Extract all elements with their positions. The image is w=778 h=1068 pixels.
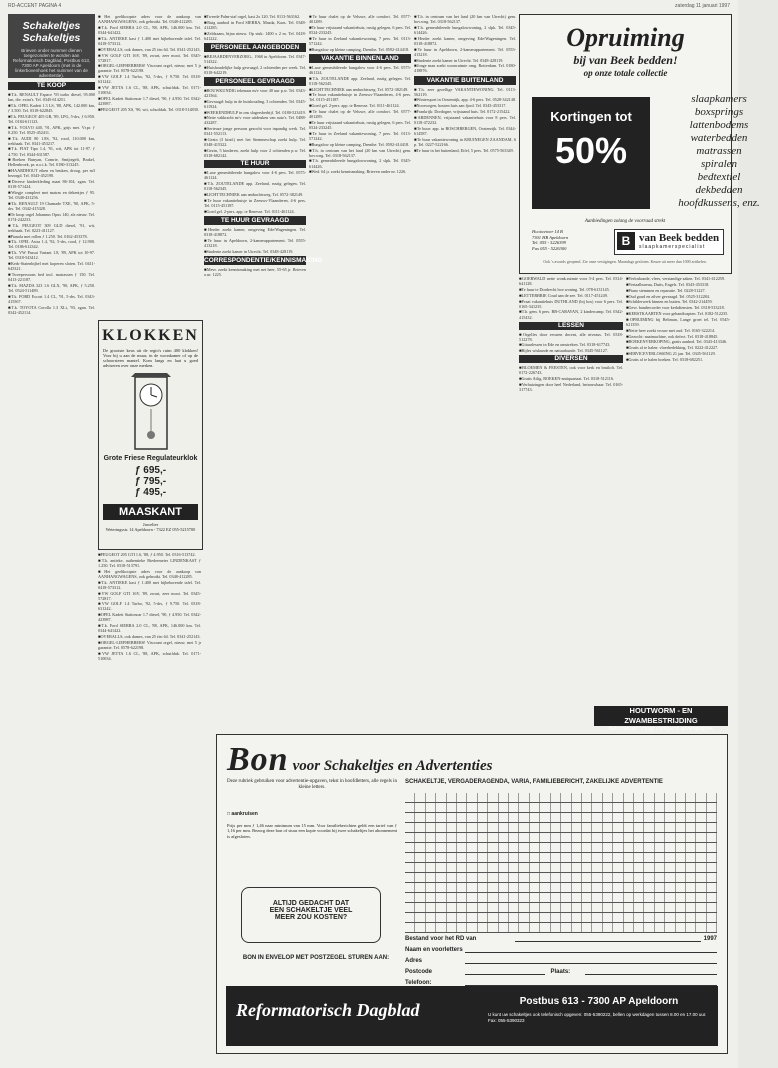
classified-ad: ■ Boeken Bunyan, Comrie, Smijtegelt, Brakel, Hellenbroek, pr. n.o.t.k. Tel. 0180-313245.	[8, 157, 95, 167]
bon-grid-row[interactable]	[405, 833, 717, 843]
bon-badge-line-1: ALTIJD GEDACHT DAT	[272, 900, 350, 907]
bon-grid-row[interactable]	[405, 893, 717, 903]
bon-grid-row[interactable]	[405, 903, 717, 913]
classified-ad: ■ T.k. antieke, authentieke Biedermeier LINDENKAST ƒ 1.250. Tel. 0318-513791.	[98, 558, 201, 568]
classified-ad: ■ GOERWALD nette wonk.ruimte voor 3-4 pers. Tel. 0314-641128.	[519, 276, 623, 286]
classified-ad: ■ Goed gel. 2-pers. app. te Renesse. Tel. 0111-461124.	[204, 209, 306, 214]
classified-ad: ■ LICHTTECHNIEK aan ambachtsweg. Tel. 0572-382149.	[309, 87, 411, 92]
bon-envelope-note: BON IN ENVELOP MET POSTZEGEL STUREN AAN:	[242, 955, 390, 961]
classified-ad: ■ Te huur vakantiehuisje in Zeeuws-Vlaanderen, 4-6 pers. Tel. 0115-451187.	[204, 198, 306, 208]
classified-ad: ■ Luxe gemeubileerde bungalow voor 4-6 pers. Tel. 0575-461124.	[204, 170, 306, 180]
classified-ad: ■ Kerk-Statenbijbel met koperen sloten. Tel. 0411-645321.	[8, 261, 95, 271]
houtworm-line-1: HOUTWORM - EN ZWAMBESTRIJDING	[624, 706, 698, 725]
classified-ad: ■ T.h. ZOUTELANDE app. Zeeland, rustig gelegen. Tel. 0118-562345.	[309, 76, 411, 86]
classified-ad: ■ Herder zoekt kamer, omgeving Ede/Wageningen. Tel. 0318-418872.	[204, 227, 306, 237]
classified-ad: ■ ORGEL-LIEFHEBBERS! Viscount orgel, nieuw, met 5 jr garantie. Tel. 0578-622198.	[98, 640, 201, 650]
column-5	[414, 14, 516, 732]
classified-ad: ■ Schilderwerk binnen en buiten. Tel. 0342-214459.	[626, 299, 730, 304]
section-te-koop: TE KOOP	[8, 82, 95, 90]
bon-categories: SCHAKELTJE, VERGADERAGENDA, VARIA, FAMILIEBERICHT, ZAKELIJKE ADVERTENTIE	[405, 779, 663, 785]
section-correspondentie: CORRESPONDENTIE/KENNISMAKING	[204, 256, 323, 264]
rd-address: Postbus 613 - 7300 AP Apeldoorn	[519, 996, 679, 1007]
classified-ad: ■ Te huur te Dordrecht bov.woning. Tel. 078-6131145.	[519, 287, 623, 292]
classified-ad: ■ BOUWKUNDIG tekenaar m/v voor 40 uur p.w. Tel. 0343-421564.	[204, 88, 306, 98]
classified-ad: ■ ORGEL-LIEFHEBBERS! Viscount orgel, nieuw, met 5 jr garantie. Tel. 0578-622198.	[98, 63, 201, 73]
classified-ad: ■ Gezocht: naaimachine, ook defect. Tel. 0318-418845.	[626, 334, 730, 339]
van-beek-logo	[614, 229, 724, 255]
classified-ad: ■ Frankrijk: Dordogne, vrijstaand huis. Tel. 0172-215422.	[414, 109, 516, 114]
bon-field-telefoon-line[interactable]	[465, 978, 717, 986]
bon-field-adres[interactable]	[405, 956, 717, 964]
section-te-huur-gevraagd: TE HUUR GEVRAAGD	[204, 216, 306, 225]
maaskant-sub: Juwelier	[142, 522, 159, 527]
bon-field-rd-label: Bestand voor het RD van	[405, 936, 477, 942]
section-personeel-aangeboden: PERSONEEL AANGEBODEN	[204, 43, 306, 52]
classified-ad: ■ Piano stemmen en reparatie. Tel. 0228-51227.	[626, 288, 730, 293]
bon-grid-row[interactable]	[405, 813, 717, 823]
classified-ad: ■ Goed gel. 2-pers. app. te Renesse. Tel. 0111-461124.	[309, 103, 411, 108]
product-item: dekbedden	[695, 184, 743, 196]
classified-ad: ■ T.k. MAZDA 323 1.6 GLX, '90, APK, ƒ 5.250. Tel. 0524-511489.	[8, 283, 95, 293]
bon-field-year: 1997	[703, 936, 717, 942]
classified-ad: ■ T.k. ANTIEKE kast ƒ 1.400 met bijbehorende tafel. Tel. 0418-573312.	[98, 580, 201, 590]
bon-grid-row[interactable]	[405, 803, 717, 813]
classified-ad: ■ Te huur: app. in BOSCHBERGEN, Oostenrijk. Tel. 0344-614587.	[414, 126, 516, 136]
column-7	[626, 276, 730, 704]
column-4	[309, 14, 411, 732]
product-item: matrassen	[696, 145, 742, 157]
page-header	[0, 0, 738, 12]
classified-ad: ■ Te koop orgel Johannus Opus 140, als nieuw. Tel. 0174-242233.	[8, 212, 95, 222]
bon-field-telefoon-label: Telefoon:	[405, 980, 432, 986]
classified-ad: ■ Het geeltkoopste adres voor de aankoop van AANHANGWAGENS, ook gebruikt. Tel. 0348-412285.	[98, 14, 201, 24]
classified-ad: ■ LICHTTECHNIEK aan ambachtsweg. Tel. 0572-382149.	[204, 192, 306, 197]
classified-ad: ■ Te huur vrijstaand vakantiehuis, rustig gelegen, 6 pers. Tel. 0524-233245.	[309, 25, 411, 35]
page-header-left: RD-ACCENT PAGINA 4	[8, 3, 62, 9]
classified-ad: ■ Verloskunde, vlees, verstandige zaken. Tel. 0341-412259.	[626, 276, 730, 281]
classified-ad: ■ OPRUIMING bij Beltman, Lange groet tel. Tel. 0545-621359.	[626, 317, 730, 327]
classified-ad: ■ Tweepersoons bed incl. matrassen ƒ 150. Tel. 0413-221187.	[8, 272, 95, 282]
classified-ad: ■ HAARDHOUT eiken en beuken, droog, per m3 bezorgd. Tel. 0343-452190.	[8, 168, 95, 178]
van-beek-brand: van Beek bedden	[639, 232, 720, 244]
product-item: slaapkamers	[691, 93, 747, 105]
classified-ad: ■ Huishoudelijke hulp gevraagd, 2 ochtenden per week. Tel. 0318-642219.	[204, 65, 306, 75]
van-beek-brand-sub: slaapkamerspecialist	[639, 244, 706, 250]
masthead-title: Schakeltjes Schakeltjes	[22, 20, 81, 44]
classified-ad: ■ T.h. ZOUTELANDE app. Zeeland, rustig gelegen. Tel. 0118-562345.	[204, 181, 306, 191]
classified-ad: ■ Te huur in Apeldoorn, 2-kamerappartement. Tel. 0555-413218.	[204, 238, 306, 248]
rd-brand: Reformatorisch Dagblad	[236, 1000, 420, 1020]
column-2-bottom	[98, 552, 201, 1060]
bon-field-adres-line[interactable]	[465, 956, 717, 964]
classified-ad: ■ Zeldzaam, bijna nieuw. Op stuk: 1400 x 2 m. Tel. 0418-641222.	[204, 31, 306, 41]
section-te-huur: TE HUUR	[204, 160, 306, 168]
classified-ad: ■ VW GOLF GTI 16V, '89, zwart, zeer mooi. Tel. 0345-572817.	[98, 591, 201, 601]
klokken-price-2: ƒ 795,-	[134, 476, 167, 487]
opruiming-footer: Ook 's avonds geopend. Zie onze vestigingen. Maandags gesloten. Keuze uit meer dan 1000 artikelen.	[543, 259, 707, 264]
column-1	[8, 80, 95, 1060]
product-item: lattenbodems	[689, 119, 749, 131]
section-personeel-gevraagd: PERSONEEL GEVRAAGD	[204, 77, 306, 86]
column-6	[519, 276, 623, 718]
discount-label: Kortingen tot	[550, 109, 632, 124]
klokken-title: KLOKKEN	[102, 327, 199, 344]
classified-ad: ■ Te huur vakantiewoning in KRUINEGEN ZAANDAM, 6 p. Tel. 0227-522166.	[414, 137, 516, 147]
classified-ad: ■ OPEL Kadett Stationcar 1.7 diesel, '90, ƒ 4.950. Tel. 0342-423987.	[98, 612, 201, 622]
classified-ad: ■ T.h. zeer gezellige VAKANTIEWONING. Tel. 0113-562119.	[414, 87, 516, 97]
classified-ad: ■ T.h. in centrum van het land (20 km van Utrecht) gem. bov.wng. Tel. 0318-562137.	[309, 148, 411, 158]
classified-ad: ■ VW GOLF 1.4 Turbo, '92, 5-drs, ƒ 9.750. Tel. 0318-631242.	[98, 74, 201, 84]
classified-ad: ■ ARDENNEN, vrijstaand vakantiehuis voor 8 pers. Tel. 0118-472232.	[414, 115, 516, 125]
classified-ad: ■ OVERALLS, ook dames, van 25 t/m 64. Tel. 0341-252143.	[98, 634, 201, 639]
classified-ad: ■ T.k. TOYOTA Corolla 1.3 XLi, '93, zgan. Tel. 0342-452114.	[8, 305, 95, 315]
classified-ad: ■ Mevr. zoekt kennismaking met net heer, 55-65 jr. Brieven o.nr. 1225.	[204, 267, 306, 277]
classified-ad: ■ Noorwegen, houten huis aan fjord. Tel. 0343-453317.	[414, 103, 516, 108]
opruiming-subtitle: bij van Beek bedden!	[573, 53, 678, 67]
classified-ad: ■ T.k. Ford SIERRA 2.0 CL, '88, APK, 146.000 km. Tel. 0344-641422.	[98, 25, 201, 35]
classified-ad: ■ Serieuze jonge persoon gezocht voor inpandig werk. Tel. 0341-552113.	[204, 126, 306, 136]
classified-ad: ■ OPEL Kadett Stationcar 1.7 diesel, '90, ƒ 4.950. Tel. 0342-423987.	[98, 96, 201, 106]
column-2	[98, 14, 201, 318]
classified-ad: ■ WEEKENDHULP in ons slagersbedrijf. Tel. 0180-523419.	[204, 110, 306, 115]
opruiming-title: Opruiming	[566, 23, 685, 52]
bon-grid-row[interactable]	[405, 853, 717, 863]
classified-ad: ■ Studente zoekt kamer in Utrecht. Tel. 0348-428119.	[414, 58, 516, 63]
classified-ad: ■ Fraai vakantiehuis DUTHLAND (bij hos) voor 6 pers. Tel. 0165-341235.	[519, 299, 623, 309]
classified-ad: ■ Nette heer zoekt vrouw met oud. Tel. 0165-322214.	[626, 328, 730, 333]
bon-grid-row[interactable]	[405, 883, 717, 893]
classified-ad: ■ T.k. PEUGEOT 309 GLD diesel, '91, wit, trekhaak. Tel. 0223-411127.	[8, 223, 95, 233]
classified-ad: ■ Oud goud en zilver gevraagd. Tel. 0525-312284.	[626, 294, 730, 299]
classified-ad: ■ Te huur chalet op de Veluwe, alle comfort. Tel. 0577-401289.	[309, 109, 411, 119]
houtworm-banner	[594, 706, 728, 732]
klokken-price-1: ƒ 695,-	[134, 465, 167, 476]
classified-ad: ■ T.k. RENAULT Espace '93 turbo diesel, 95.000 km, div. extra's. Tel. 0345-614251.	[8, 92, 95, 102]
classified-ad: ■ Ruig aanbod in Ford SIERRA, Mazda, Kaas. Tel. 0348-412285.	[204, 20, 306, 30]
classified-ad: ■ Bungalow op kleine camping, Drenthe. Tel. 0592-414418.	[309, 142, 411, 147]
opruiming-advertisement	[519, 14, 760, 274]
classified-ad: ■ Orgelles door ervaren docent, alle niveaus. Tel. 0318-512278.	[519, 332, 623, 342]
classified-ad: ■ LETTERBRIE Coud aan de zee. Tel. 0117-451249.	[519, 293, 623, 298]
bon-grid-row[interactable]	[405, 823, 717, 833]
bon-field-plaats-line[interactable]	[585, 967, 718, 975]
classified-ad: ■ Te huur in het buitenland, Eifel, 5 pers. Tel. 0575-563349.	[414, 148, 516, 153]
product-item: bedtextiel	[697, 171, 741, 183]
classified-ad: ■ Wed. 64 jr. zoekt kennismaking. Brieven onder nr. 1226.	[309, 169, 411, 174]
classified-ad: ■ Te huur in Zeeland vakantiewoning, 7 pers. Tel. 0113-571242.	[309, 131, 411, 141]
classified-ad: ■ Studente zoekt kamer in Utrecht. Tel. 0348-428119.	[204, 249, 306, 254]
klokken-text: De grootste keus uit de regio's ruim 400 klokken! Voor bij u aan de muur, in de woonkamer of op de schoorsteen mantel. Kom langs en laat u goed adviseren over onze merken.	[103, 348, 198, 368]
classified-ad: ■ VW JETTA 1.6 CL, '88, APK, schuifdak. Tel. 0171-510034.	[98, 85, 201, 95]
classified-ad: ■ KERSTKAARTEN voor gehandicapten. Tel. 0182-512235.	[626, 311, 730, 316]
classified-ad: ■ VW JETTA 1.6 CL, '88, APK, schuifdak. Tel. 0171-510034.	[98, 651, 201, 661]
classified-ad: ■ Gratis Atlig, BOEKEN-antiquariaat. Tel. 0318-512116.	[519, 376, 623, 381]
bon-grid-row[interactable]	[405, 843, 717, 853]
classified-ad: ■ Tweede Palm-staf orgel, kast 2x 120. Tel. 0113-563162.	[204, 14, 306, 19]
classified-ad: ■ T.k. OPEL Kadett 1.3 LS, '88, APK, 142.000 km, ƒ 3.500. Tel. 0318-622845.	[8, 103, 95, 113]
bon-badge	[241, 887, 381, 943]
classified-ad: ■ Bijles wiskunde en natuurkunde. Tel. 0345-561127.	[519, 348, 623, 353]
classified-ad: ■ Gezin (3 kind.) met het Stemmeschap zoekt hulp. Tel. 0348-415322.	[204, 137, 306, 147]
rd-footer-sub: U kunt uw schakeltjes ook telefonisch opgeven: 055-5390222, bellen op werkdagen tussen 8.00 en 17.00 uur. Fax: 055-5390323	[488, 1012, 707, 1023]
classified-ad: ■ Jonge man zoekt woonruimte omg. Rotterdam. Tel. 0180-418876.	[414, 63, 516, 73]
bon-form	[405, 931, 717, 989]
classified-ad: ■ Te huur in Apeldoorn, 2-kamerappartement. Tel. 0555-413218.	[414, 47, 516, 57]
classified-ad: ■ Pianola met rollen ƒ 1.250. Tel. 0162-453378.	[8, 234, 95, 239]
classified-ad: ■ OVERALLS, ook dames, van 25 t/m 64. Tel. 0341-252143.	[98, 47, 201, 52]
product-list	[660, 93, 778, 210]
classified-ad: ■ VW GOLF 1.4 Turbo, '92, 5-drs, ƒ 9.750. Tel. 0318-631242.	[98, 601, 201, 611]
bon-grid	[405, 793, 717, 933]
classified-ad: ■ Luxe gemeubileerde bungalow voor 4-6 pers. Tel. 0575-461124.	[309, 65, 411, 75]
classified-ad: ■ Gratis af te halen: vloerbedekking. Tel. 0222-412227.	[626, 345, 730, 350]
houtworm-line-2: Betrouwbaar! Vraagt vrijblijvend adviesgesprek	[608, 726, 714, 732]
opruiming-address: Hooiweiner 14 B 7301 HB Apeldoorn Tel. 055 - 5226399 Fax 055 - 5226300	[532, 229, 569, 251]
bon-field-naam-line[interactable]	[465, 945, 717, 953]
rd-footer	[226, 986, 718, 1046]
bon-field-postcode-label: Postcode	[405, 969, 433, 975]
classified-ad: ■ Gitaarlessen in Ede en omstreken. Tel. 0318-617743.	[519, 342, 623, 347]
bon-field-plaats-label: Plaats:	[550, 969, 571, 975]
classified-ad: ■ PEUGEOT 205 GTI 1.6, '88, ƒ 4.950. Tel. 0316-513742.	[98, 552, 201, 557]
bon-badge-line-3: MEER ZOU KOSTEN?	[274, 914, 348, 921]
bon-intro: Deze rubriek gebruiken voor advertentie-opgaven, tekst in hoofdletters, alle regels in kleine letters.	[227, 779, 397, 790]
section-vakantie-buitenland: VAKANTIE BUITENLAND	[414, 76, 516, 85]
page-header-right: zaterdag 11 januari 1997	[675, 3, 730, 9]
van-beek-mark-icon: B	[617, 232, 635, 250]
classified-ad: ■ Gevraagd: hulp in de huishouding, 3 ochtenden. Tel. 0345-611924.	[204, 99, 306, 109]
bon-field-adres-label: Adres	[405, 958, 423, 964]
classified-ad: ■ Te huur vrijstaand vakantiehuis, rustig gelegen, 6 pers. Tel. 0524-233245.	[309, 120, 411, 130]
classified-ad: ■ T.h. in centrum van het land (20 km van Utrecht) gem. bov.wng. Tel. 0318-562137.	[414, 14, 516, 24]
classified-ad: ■ T.h. gem. 6 pers. RB-CARAVAN, 2 kindercamp. Tel. 0342-415432.	[519, 309, 623, 319]
bon-grid-row[interactable]	[405, 793, 717, 803]
product-item: hoofdkussens, enz.	[678, 197, 760, 209]
classified-ad: ■ Verhuizingen door heel Nederland, betrouwbaar. Tel. 0165-317743.	[519, 382, 623, 392]
bon-field-postcode[interactable]	[405, 967, 717, 975]
classified-ad: ■ SERVICEVERLOSSING 21 jan. Tel. 0345-561129.	[626, 351, 730, 356]
bon-title-line: voor Schakeltjes en Advertenties	[292, 758, 493, 774]
classified-ad: ■ BLOEMEN & FEESTEN, ook voor kerk en bruiloft. Tel. 0172-226743.	[519, 365, 623, 375]
classified-ad: ■ Gevr. bandrecorder voor kerkdiensten. Tel. 0318-533218.	[626, 305, 730, 310]
classified-ad: ■ T.k. FORD Escort 1.4 CL, '91, 5-drs. Tel. 0343-415567.	[8, 294, 95, 304]
bon-field-rd[interactable]	[405, 934, 717, 942]
classified-ad: ■ Bungalow op kleine camping, Drenthe. Tel. 0592-414418.	[309, 47, 411, 52]
classified-ad: ■ Wintersport in Oostenrijk, app. 4-6 pers. Tel. 0528-342148.	[414, 97, 516, 102]
bon-grid-row[interactable]	[405, 863, 717, 873]
maaskant-address: Weteringsstr. 14 Apeldoorn - 7322 EZ 055-5215700	[105, 527, 196, 532]
bon-check-label: □ aankruisen	[227, 811, 258, 817]
section-diversen: DIVERSEN	[519, 355, 623, 363]
classified-ad: ■ T.k. VOLVO 440, '91, APK, grijs met. Vr.pr. ƒ 8.250. Tel. 0525-452411.	[8, 125, 95, 135]
bon-grid-row[interactable]	[405, 873, 717, 883]
classified-ad: ■ Gratis af te halen boeken. Tel. 0318-682251.	[626, 357, 730, 362]
classified-ad: ■ Te huur vakantiehuisje in Zeeuws-Vlaanderen, 4-6 pers. Tel. 0115-451187.	[309, 92, 411, 102]
classified-ad: ■ T.h. gemeubileerde bungalowwoning, 2 slpk. Tel. 0345-614426.	[414, 25, 516, 35]
classified-ad: ■ PEUGEOT 205 XS, '90, wit, schuifdak. Tel. 0318-514830.	[98, 107, 201, 112]
classified-ad: ■ Het geeltkoopste adres voor de aankoop van AANHANGWAGENS, ook gebruikt. Tel. 0348-412285.	[98, 569, 201, 579]
product-item: spiralen	[700, 158, 738, 170]
classified-ad: ■ T.k. FIAT Tipo 1.4, '91, wit, APK tot 11-97. ƒ 4.750. Tel. 0344-631587.	[8, 146, 95, 156]
classified-ad: ■ T.k. VW Passat Variant 1.8, '89, APK tot 10-97. Tel. 0318-543412.	[8, 250, 95, 260]
classified-ad: ■ Te huur in Zeeland vakantiewoning, 7 pers. Tel. 0113-571242.	[309, 36, 411, 46]
product-item: waterbedden	[690, 132, 748, 144]
classified-ad: ■ VW GOLF GTI 16V, '89, zwart, zeer mooi. Tel. 0345-572817.	[98, 53, 201, 63]
maaskant-logo	[103, 504, 198, 520]
schakeltjes-masthead	[8, 14, 95, 78]
section-vakantie-binnenland: VAKANTIE BINNENLAND	[309, 54, 411, 63]
masthead-subtitle: Brieven onder nummer dienen toegezonden te worden aan Reformatorisch Dagblad, Postbus 613, 7300 AP Apeldoorn (met in de linkerbovenhoek het nummer van de advertentie).	[12, 48, 91, 78]
product-item: boxsprings	[694, 106, 744, 118]
bon-field-telefoon[interactable]	[405, 978, 717, 986]
classified-ad: ■ Diverse kinderkleding maat 86-104, zgan. Tel. 0318-571424.	[8, 179, 95, 189]
classified-ad: ■ T.k. Ford SIERRA 2.0 CL, '88, APK, 146.000 km. Tel. 0344-641422.	[98, 623, 201, 633]
bon-grid-row[interactable]	[405, 913, 717, 923]
bon-field-postcode-line[interactable]	[465, 967, 545, 975]
bon-field-naam-label: Naam en voorletters	[405, 947, 463, 953]
classified-ad: ■ Wiegje compleet met matras en dekentjes ƒ 95. Tel. 0348-431256.	[8, 190, 95, 200]
section-lessen: LESSEN	[519, 322, 623, 330]
classified-ad: ■ Herder zoekt kamer, omgeving Ede/Wageningen. Tel. 0318-418872.	[414, 36, 516, 46]
classified-ad: ■ T.k. PEUGEOT 405 GR, '89, LPG, 5-drs, ƒ 6.950. Tel. 0184-611123.	[8, 114, 95, 124]
bon-title: Bon	[227, 741, 289, 778]
bon-header	[227, 741, 717, 778]
classified-ad: ■ T.h. gemeubileerde bungalowwoning, 2 slpk. Tel. 0345-614426.	[309, 158, 411, 168]
classified-ad: ■ Te huur chalet op de Veluwe, alle comfort. Tel. 0577-401289.	[309, 14, 411, 24]
klokken-advertisement	[98, 320, 203, 550]
klokken-promo: Grote Friese Regulateurklok	[103, 455, 198, 462]
klokken-price-3: ƒ 495,-	[134, 487, 167, 498]
regulator-clock-icon	[121, 373, 181, 453]
opruiming-note: Aanbiedingen zolang de voorraad strekt	[584, 219, 666, 224]
maaskant-brand: MAASKANT	[119, 506, 182, 518]
opruiming-subtitle-2: op onze totale collectie	[583, 68, 668, 78]
classified-ad: ■ Gezin, 5 kinderen, zoekt hulp voor 2 ochtenden p.w. Tel. 0318-682142.	[204, 148, 306, 158]
classified-ad: ■ BOEKENVERKOPING, gratis aanbod. Tel. 0343-413346.	[626, 339, 730, 344]
classified-ad: ■ T.k. RENAULT 19 Chamade TXE, '90, APK, 5-drs. Tel. 0342-415328.	[8, 201, 95, 211]
discount-value: 50%	[554, 130, 628, 171]
bon-field-rd-line[interactable]	[515, 934, 701, 942]
classified-ad: ■ T.k. AUDI 80 1.8S, '92, rood, 110.000 km, trekhaak. Tel. 0341-453217.	[8, 136, 95, 146]
discount-badge	[532, 97, 650, 209]
classified-ad: ■ T.k. OPEL Astra 1.4, '92, 5-drs, rood, ƒ 12.900. Tel. 0186-612342.	[8, 239, 95, 249]
classified-ad: ■ Nette vakkracht m/v voor uitdeuken van auto's. Tel. 0488-432287.	[204, 115, 306, 125]
classified-ad: ■ T.k. ANTIEKE kast ƒ 1.400 met bijbehorende tafel. Tel. 0418-573312.	[98, 36, 201, 46]
bon-badge-line-2: EEN SCHAKELTJE VEEL	[269, 907, 353, 914]
bon-prices: Prijs per mm ƒ 1,46 naar minimum van 15 mm. Voor familieberichten geldt een tarief van ƒ 1,16 per mm. Bezorg deze bon of stuur een kopie voordat bij twee schakeltjes het abonnement is afgesloten.	[227, 823, 397, 839]
bon-field-naam[interactable]	[405, 945, 717, 953]
classified-ad: ■ BEJAARDENVERZORG., 1968 in Apeldoorn. Tel. 0347-514322.	[204, 54, 306, 64]
classified-ad: ■ Vertaalbureau, Duits, Engels. Tel. 0343-453318.	[626, 282, 730, 287]
